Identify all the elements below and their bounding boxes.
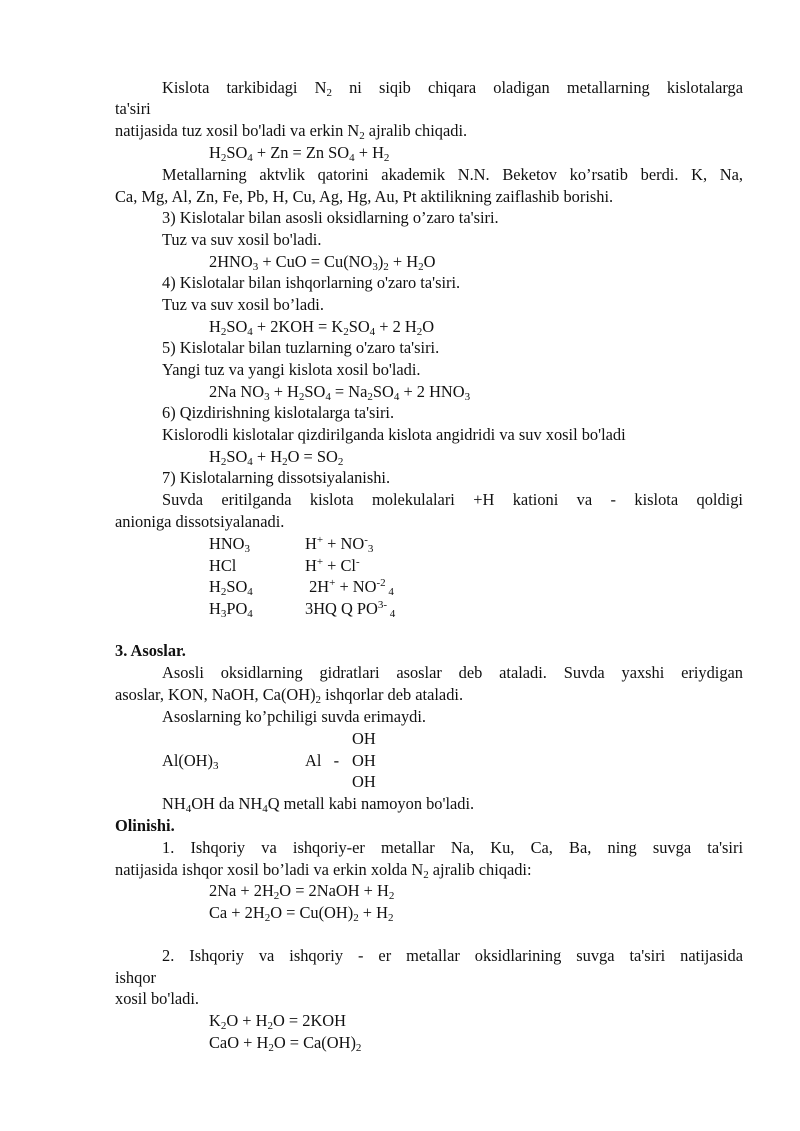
text-run: + H	[354, 143, 384, 162]
text-run: )	[377, 252, 384, 271]
text-run: O = SO	[287, 447, 338, 466]
subscript: 2	[359, 130, 365, 142]
oh-group-middle: OH	[352, 751, 376, 770]
text-line-l15	[209, 381, 800, 403]
text-run: + H	[388, 252, 419, 271]
text-run: + H	[358, 903, 388, 922]
text-run: Kislota tarkibidagi N	[162, 78, 327, 97]
text-run: ni siqib chiqara oladigan metallarning kislotalarga	[331, 78, 743, 97]
subscript: 2	[343, 326, 349, 338]
text-run: + 2KOH = K	[252, 317, 344, 336]
subscript: 4	[325, 391, 331, 403]
subscript: 4	[349, 152, 355, 164]
text-run: 7) Kislotalarning dissotsiyalanishi.	[162, 468, 391, 487]
subscript: 2	[418, 261, 424, 273]
text-run: H	[209, 143, 221, 162]
text-run: Tuz va suv xosil bo’ladi.	[162, 295, 324, 314]
subscript: 2	[383, 261, 389, 273]
subscript: 4	[385, 586, 394, 598]
subscript: 2	[353, 912, 359, 924]
subscript: 4	[247, 152, 253, 164]
subscript: 2	[220, 1020, 227, 1032]
text-run: H	[209, 599, 221, 618]
text-line-l44	[115, 967, 743, 989]
text-line-l17	[162, 424, 743, 446]
text-run: xosil bo'ladi.	[115, 989, 199, 1008]
text-run: SO	[372, 382, 394, 401]
text-run: HCl	[209, 556, 237, 575]
subscript: 4	[369, 326, 376, 338]
text-run: SO	[348, 317, 370, 336]
subscript: 2	[268, 1042, 274, 1054]
subscript: 2	[326, 87, 332, 99]
text-run: + 2 H	[375, 317, 417, 336]
text-line-l04	[209, 142, 800, 164]
text-line-l16	[162, 402, 743, 424]
text-run: SO	[226, 143, 248, 162]
dissociation-ions	[305, 555, 360, 577]
text-run: asoslar, KON, NaOH, Ca(OH)	[115, 685, 316, 704]
subscript: 2	[337, 456, 344, 468]
text-line-l19	[162, 467, 743, 489]
text-run: Yangi tuz va yangi kislota xosil bo'ladi.	[162, 360, 421, 379]
subscript: 2	[220, 586, 227, 598]
text-line-l10	[162, 272, 743, 294]
text-run: CaO + H	[209, 1033, 269, 1052]
subscript: 2	[416, 326, 423, 338]
text-run: ajralib chiqadi.	[364, 121, 468, 140]
text-run: 6) Qizdirishning kislotalarga ta'siri.	[162, 403, 395, 422]
subscript: 2	[282, 456, 288, 468]
text-run: SO	[226, 447, 248, 466]
text-run: 3HQ Q PO	[305, 599, 378, 618]
text-run: + H	[269, 382, 299, 401]
aluminium-center: Al -	[305, 751, 340, 770]
acid-formula	[209, 576, 253, 598]
text-run: + NO	[335, 577, 377, 596]
subscript: 2	[220, 456, 227, 468]
aluminium-hydroxide-formula	[162, 750, 218, 772]
text-line-l12	[209, 316, 800, 338]
acid-formula	[209, 555, 236, 577]
text-run: H	[209, 447, 221, 466]
text-run: Metallarning aktvlik qatorini akademik N.N. Beketov ko’rsatib berdi. K, Na,	[162, 165, 743, 184]
dissociation-ions	[305, 598, 395, 620]
text-run: Q metall kabi namoyon bo'ladi.	[267, 794, 475, 813]
text-line-l13	[162, 337, 743, 359]
text-run: K	[209, 1011, 221, 1030]
text-run: + Cl	[323, 556, 356, 575]
text-run: SO	[226, 577, 248, 596]
text-line-l31	[162, 662, 743, 684]
subscript: 2	[423, 869, 429, 881]
text-run: Suvda eritilganda kislota molekulalari +H kationi va - kislota qoldigi	[162, 490, 743, 509]
subscript: 4	[247, 586, 253, 598]
dissociation-ions	[305, 576, 394, 598]
text-run: ajralib chiqadi:	[428, 860, 532, 879]
text-line-l03	[115, 120, 743, 142]
text-run: + Zn = Zn SO	[252, 143, 350, 162]
text-run: ishqor	[115, 968, 156, 987]
text-run: Ca, Mg, Al, Zn, Fe, Pb, H, Cu, Ag, Hg, Au, Pt aktilikning zaiflashib borishi.	[115, 187, 614, 206]
superscript: +	[316, 534, 324, 546]
acid-formula	[209, 598, 253, 620]
text-line-l07	[162, 207, 743, 229]
text-run: O = 2KOH	[272, 1011, 346, 1030]
text-line-l32	[115, 684, 743, 706]
text-line-l46	[209, 1010, 800, 1032]
text-line-l01	[162, 77, 743, 99]
subscript: 3	[212, 760, 219, 772]
text-run: NH	[162, 794, 186, 813]
text-line-l43	[162, 945, 743, 967]
subscript: 2	[220, 326, 227, 338]
text-line-l30	[115, 640, 743, 662]
superscript: 3-	[377, 599, 388, 611]
subscript: 4	[185, 803, 192, 815]
text-run: PO	[226, 599, 248, 618]
text-run: + H	[252, 447, 283, 466]
oh-group-top: OH	[352, 729, 376, 748]
text-run: H	[305, 556, 317, 575]
text-line-l06	[115, 186, 743, 208]
subscript: 3	[264, 391, 270, 403]
subscript: 4	[247, 326, 253, 338]
subscript: 2	[264, 912, 271, 924]
superscript: -	[356, 556, 360, 568]
subscript: 4	[247, 608, 253, 620]
text-run: H	[305, 534, 317, 553]
text-run: O	[422, 317, 435, 336]
text-run: natijasida ishqor xosil bo’ladi va erkin xolda N	[115, 860, 424, 879]
text-run: 4) Kislotalar bilan ishqorlarning o'zaro ta'siri.	[162, 273, 461, 292]
text-line-l47	[209, 1032, 800, 1054]
text-run: O = 2NaOH + H	[279, 881, 389, 900]
subscript: 2	[315, 694, 322, 706]
text-run: Al(OH)	[162, 751, 213, 770]
text-line-l37	[162, 793, 743, 815]
text-run: Asoslarning ko’pchiligi suvda erimaydi.	[162, 707, 427, 726]
superscript: -	[364, 534, 368, 546]
text-run: 3) Kislotalar bilan asosli oksidlarning o’zaro ta'siri.	[162, 208, 499, 227]
text-run: Asosli oksidlarning gidratlari asoslar deb ataladi. Suvda yaxshi eriydigan	[162, 663, 743, 682]
text-run: SO	[226, 317, 248, 336]
subscript: 4	[247, 456, 253, 468]
acid-formula	[209, 533, 250, 555]
text-run: HNO	[209, 534, 245, 553]
subscript: 2	[273, 890, 280, 902]
text-run: Olinishi.	[115, 816, 175, 835]
text-run: ishqorlar deb ataladi.	[321, 685, 464, 704]
subscript: 3	[244, 543, 251, 555]
text-run: H	[209, 317, 221, 336]
subscript: 2	[387, 912, 394, 924]
text-line-l39	[162, 837, 743, 859]
subscript: 4	[393, 391, 400, 403]
oh-group-bottom: OH	[352, 772, 376, 791]
subscript: 2	[355, 1042, 362, 1054]
text-line-l18	[209, 446, 800, 468]
subscript: 2	[367, 391, 373, 403]
subscript: 3	[372, 261, 378, 273]
subscript: 4	[387, 608, 396, 620]
text-run: ta's‎iri	[115, 99, 151, 118]
subscript: 2	[298, 391, 305, 403]
subscript: 3	[464, 391, 471, 403]
text-run: 2Na NO	[209, 382, 265, 401]
superscript: +	[329, 577, 336, 589]
text-run: H	[209, 577, 221, 596]
text-line-l09	[209, 251, 800, 273]
subscript: 3	[220, 608, 227, 620]
text-run: O = Cu(OH)	[270, 903, 354, 922]
text-run: 5) Kislotalar bilan tuzlarning o'zaro ta'siri.	[162, 338, 440, 357]
text-line-l38	[115, 815, 743, 837]
text-run: 2Na + 2H	[209, 881, 274, 900]
text-line-l33	[162, 706, 743, 728]
text-run: natijasida tuz xosil bo'ladi va erkin N	[115, 121, 360, 140]
subscript: 3	[367, 543, 374, 555]
subscript: 2	[220, 152, 227, 164]
superscript: -2	[376, 577, 386, 589]
text-line-l41	[209, 880, 800, 902]
subscript: 3	[252, 261, 259, 273]
text-line-l05	[162, 164, 743, 186]
text-run: O = Ca(OH)	[273, 1033, 356, 1052]
text-run: 2. Ishqoriy va ishqoriy - er metallar oksidlarining suvga ta'siri natijasida	[162, 946, 743, 965]
text-run: O	[423, 252, 436, 271]
text-line-l14	[162, 359, 743, 381]
text-run: Kislorodli kislotalar qizdirilganda kislota angidridi va suv xosil bo'ladi	[162, 425, 626, 444]
text-run: SO	[304, 382, 326, 401]
text-run: Ca + 2H	[209, 903, 265, 922]
text-run: + 2 HNO	[399, 382, 465, 401]
text-run: 2HNO	[209, 252, 253, 271]
text-line-l08	[162, 229, 743, 251]
text-run: anioniga dissotsiyalanadi.	[115, 512, 285, 531]
text-run: OH da NH	[191, 794, 263, 813]
text-line-l45	[115, 988, 743, 1010]
subscript: 4	[262, 803, 268, 815]
text-line-l02	[115, 98, 743, 120]
subscript: 2	[388, 890, 395, 902]
text-line-l11	[162, 294, 743, 316]
dissociation-ions	[305, 533, 373, 555]
text-run: 3. Asoslar.	[115, 641, 186, 660]
text-run: + CuO = Cu(NO	[258, 252, 373, 271]
text-run: 2H	[305, 577, 330, 596]
text-line-l42	[209, 902, 800, 924]
subscript: 2	[267, 1020, 273, 1032]
text-line-l40	[115, 859, 743, 881]
text-run: Tuz va suv xosil bo'ladi.	[162, 230, 322, 249]
text-run: = Na	[330, 382, 368, 401]
subscript: 2	[383, 152, 390, 164]
text-line-l20	[162, 489, 743, 511]
text-run: + NO	[323, 534, 365, 553]
text-run: O + H	[226, 1011, 268, 1030]
superscript: +	[316, 556, 324, 568]
text-line-l21	[115, 511, 743, 533]
text-run: 1. Ishqoriy va ishqoriy-er metallar Na, Ku, Ca, Ba, ning suvga ta'siri	[162, 838, 743, 857]
